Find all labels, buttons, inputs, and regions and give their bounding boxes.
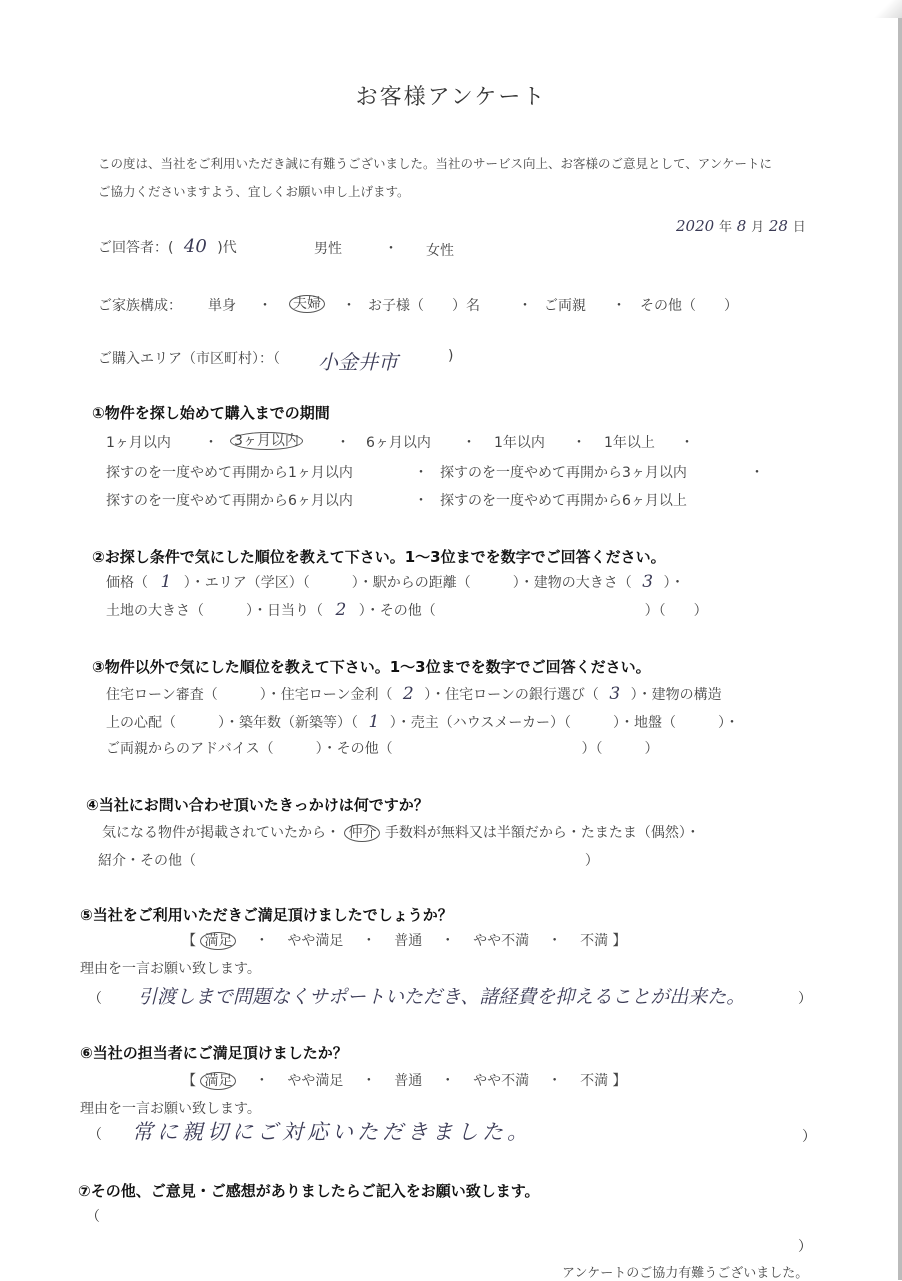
family-label: ご家族構成： (98, 298, 182, 314)
q2-size-value: 3 (642, 572, 654, 592)
q2-sun-value: 2 (335, 600, 347, 620)
q2-other-close: ）（ ） (644, 603, 708, 619)
date-day: 28 (768, 217, 788, 235)
q3-seller-label: ）・売主（ハウスメーカー）（ ）・地盤（ ）・ (389, 715, 740, 731)
family-sep-4: ・ (612, 298, 626, 314)
q5-option-4: やや不満 (473, 933, 530, 949)
q4-row-2 (98, 850, 599, 870)
q6-option-2: やや満足 (287, 1073, 344, 1089)
q1-opt-3: 6ヶ月以内 (366, 435, 431, 451)
q1-sep-5: ・ (680, 435, 694, 451)
q5-reason: 引渡しまで問題なくサポートいただき、諸経費を抑えることが出来た。 (138, 986, 746, 1008)
gender-sep: ・ (384, 241, 398, 257)
q7-close: ） (798, 1239, 812, 1255)
family-children: お子様（ ）名 (368, 298, 480, 314)
q1-sep-2: ・ (336, 435, 350, 451)
q3-row-2 (106, 712, 739, 732)
q6-options: 【 満足 ・ やや満足 ・ 普通 ・ やや不満 ・ 不満 】 (182, 1073, 627, 1089)
q2-other-label: ）・その他（ (358, 603, 436, 619)
q1-sep-4: ・ (572, 435, 586, 451)
gender-female: 女性 (426, 243, 454, 259)
family-sep-3: ・ (518, 298, 532, 314)
q6-reason-close: ） (802, 1129, 816, 1145)
family-parents: ご両親 (544, 298, 586, 314)
q3-question: ③物件以外で気にした順位を教えて下さい。1～3位までを数字でご回答ください。 (92, 658, 651, 676)
q6-option-4: やや不満 (473, 1073, 530, 1089)
q4-row-1 (102, 822, 700, 842)
q3-row-1 (106, 684, 722, 704)
q1-opt-2 (230, 430, 303, 450)
date-year-label: 年 (718, 220, 732, 235)
footer-thanks: アンケートのご協力有難うございました。 (562, 1266, 809, 1281)
q3-bank-value: 3 (609, 684, 621, 704)
q3-bank-label: ）・住宅ローンの銀行選び（ (424, 687, 599, 703)
q2-question: ②お探し条件で気にした順位を教えて下さい。1～3位までを数字でご回答ください。 (92, 548, 666, 566)
date-month-label: 月 (751, 220, 765, 235)
date-day-label: 日 (792, 220, 806, 235)
q6-reason-open: （ (88, 1127, 102, 1143)
q4-option-brokerage-circled: 仲介 (344, 824, 380, 842)
q5-reason-label: 理由を一言お願い致します。 (80, 961, 261, 977)
q3-advice-close: ）（ ） (581, 741, 659, 757)
q1-sep-1: ・ (204, 435, 218, 451)
family-sep-1: ・ (258, 298, 272, 314)
q5-bracket-close: 】 (612, 933, 627, 949)
q5-option-2: やや満足 (287, 933, 344, 949)
q1-sep-8: ・ (414, 493, 428, 509)
q2-price-label: 価格（ (106, 575, 148, 591)
q2-price-value: 1 (160, 572, 172, 592)
q1-opt-6: 探すのを一度やめて再開から1ヶ月以内 (106, 465, 353, 481)
area-label: ご購入エリア（市区町村）：（ (98, 351, 280, 367)
respondent-age-suffix: )代 (217, 240, 237, 256)
family-couple (289, 293, 325, 313)
q1-sep-6: ・ (414, 465, 428, 481)
q6-reason: 常に親切にご対応いただきました。 (132, 1120, 532, 1144)
q6-reason-label: 理由を一言お願い致します。 (80, 1101, 261, 1117)
family-other: その他（ ） (640, 298, 738, 314)
q3-structure: ）・建物の構造 (630, 687, 722, 703)
q2-area-label: ）・エリア（学区）（ ）・駅からの距離（ ）・建物の大きさ（ (183, 575, 632, 591)
q6-option-3: 普通 (394, 1073, 423, 1089)
q7-question: ⑦その他、ご意見・ご感想がありましたらご記入をお願い致します。 (78, 1182, 540, 1200)
q3-advice-label: ご両親からのアドバイス（ ）・その他（ (106, 741, 393, 757)
q6-bracket-open: 【 (182, 1073, 196, 1089)
q5-reason-close: ） (798, 991, 812, 1007)
q5-reason-open: （ (88, 991, 102, 1007)
q1-sep-7: ・ (750, 465, 764, 481)
q1-sep-3: ・ (462, 435, 476, 451)
q2-row-2 (106, 600, 708, 620)
q6-bracket-close: 】 (612, 1073, 627, 1089)
respondent-age: 40 (183, 236, 207, 257)
q1-question: ①物件を探し始めて購入までの期間 (92, 404, 330, 422)
family-single: 単身 (208, 298, 236, 314)
q2-size-close: ）・ (663, 575, 685, 591)
q2-row-1 (106, 572, 684, 592)
intro-line-2: ご協力くださいますよう、宜しくお願い申し上げます。 (98, 184, 410, 199)
q2-land-label: 土地の大きさ（ ）・日当り（ (106, 603, 323, 619)
q3-row-3 (106, 738, 659, 758)
q1-opt-5: 1年以上 (604, 435, 655, 451)
page-corner (872, 0, 902, 18)
respondent-label: ご回答者：( (98, 240, 174, 256)
date-month: 8 (736, 217, 747, 235)
area-close: ) (448, 348, 454, 364)
q3-rate-value: 2 (402, 684, 414, 704)
q4-other-label: 紹介・その他（ (98, 853, 196, 869)
q1-opt-8: 探すのを一度やめて再開から6ヶ月以内 (106, 493, 353, 509)
q1-opt-4: 1年以内 (494, 435, 545, 451)
q6-option-satisfied-circled: 満足 (200, 1072, 236, 1090)
q7-open: （ (86, 1209, 100, 1225)
q3-age-value: 1 (368, 712, 380, 732)
scan-edge (898, 0, 902, 1280)
date-year: 2020 (676, 217, 715, 235)
q5-option-3: 普通 (394, 933, 423, 949)
q4-other-close: ） (584, 853, 599, 869)
family-sep-2: ・ (342, 298, 356, 314)
q1-opt-9: 探すのを一度やめて再開から6ヶ月以上 (440, 493, 687, 509)
q4-option-fee: 手数料が無料又は半額だから・たまたま（偶然）・ (384, 825, 700, 841)
intro-line-1: この度は、当社をご利用いただき誠に有難うございました。当社のサービス向上、お客様のご意見として、アンケートに (98, 156, 773, 171)
q5-option-satisfied-circled: 満足 (200, 932, 236, 950)
respondent-row (98, 236, 237, 257)
gender-male: 男性 (314, 241, 342, 257)
q1-opt-1: 1ヶ月以内 (106, 435, 171, 451)
q5-options: 【 満足 ・ やや満足 ・ 普通 ・ やや不満 ・ 不満 】 (182, 933, 627, 949)
q6-option-5: 不満 (580, 1073, 609, 1089)
q5-option-5: 不満 (580, 933, 609, 949)
date (676, 216, 806, 235)
q6-question: ⑥当社の担当者にご満足頂けましたか？ (80, 1044, 348, 1062)
q1-opt-7: 探すのを一度やめて再開から3ヶ月以内 (440, 465, 687, 481)
page-title: お客様アンケート (355, 85, 547, 110)
area-value: 小金井市 (318, 350, 398, 374)
q3-loan-review: 住宅ローン審査（ ）・住宅ローン金利（ (106, 687, 393, 703)
q4-option-listing: 気になる物件が掲載されていたから・ (102, 825, 340, 841)
q5-bracket-open: 【 (182, 933, 196, 949)
q4-question: ④当社にお問い合わせ頂いたきっかけは何ですか？ (86, 796, 429, 814)
family-couple-circled: 夫婦 (289, 295, 325, 313)
q1-opt-2-circled: 3ヶ月以内 (230, 432, 303, 450)
q3-concern-label: 上の心配（ ）・築年数（新築等）（ (106, 715, 358, 731)
q5-question: ⑤当社をご利用いただきご満足頂けましたでしょうか？ (80, 906, 453, 924)
